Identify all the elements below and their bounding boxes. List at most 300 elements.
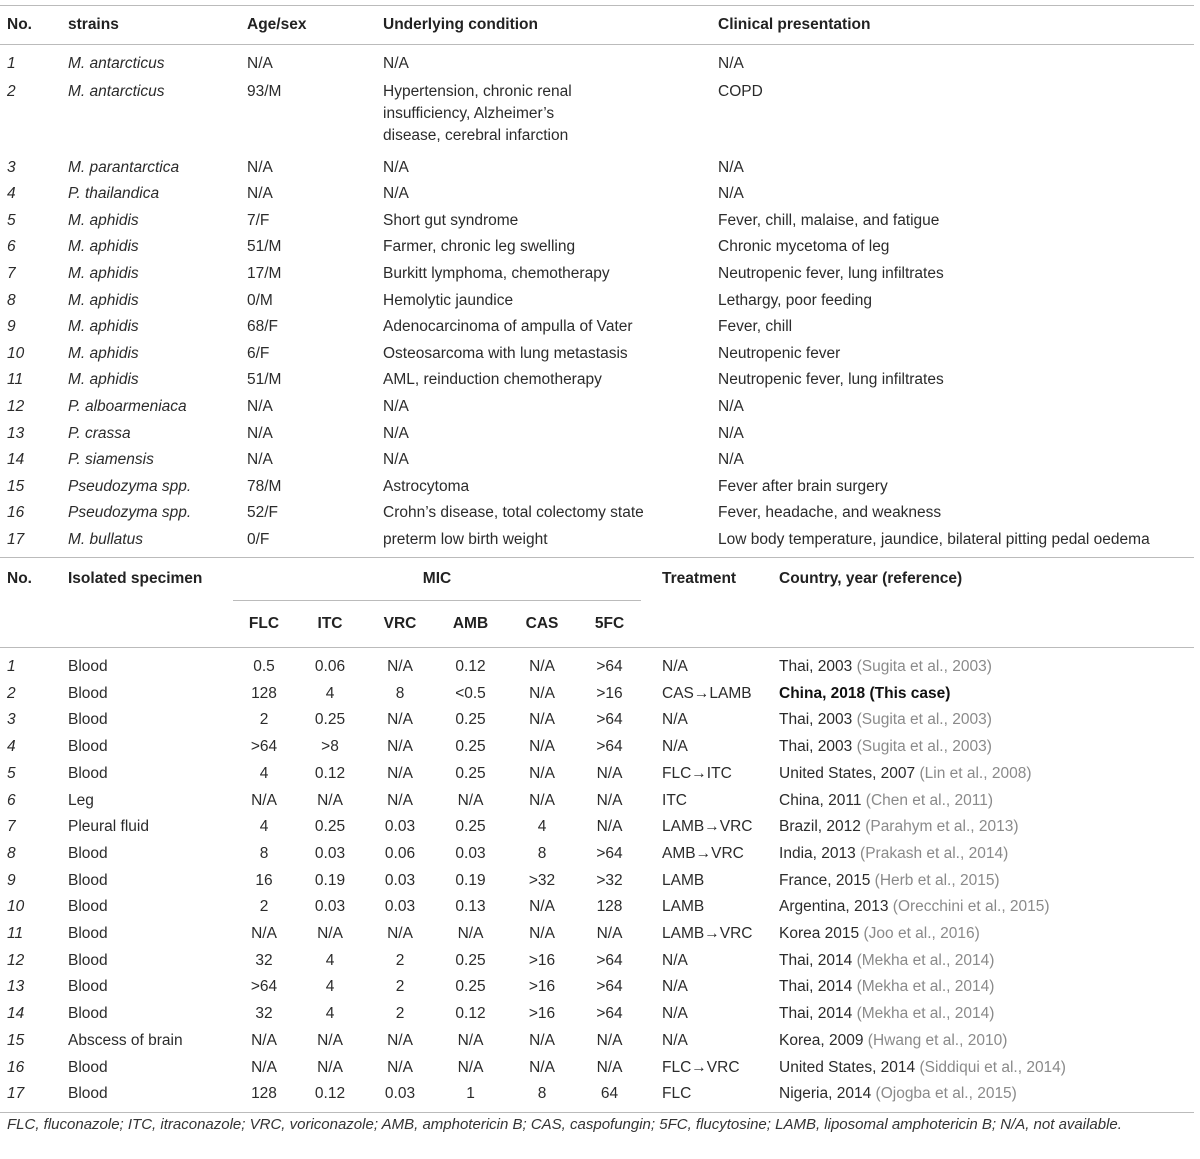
mic-itc: 4 [325,1005,335,1023]
country-year: Thai, 2014 [779,951,853,969]
strain-cell [61,155,240,182]
mic-cas: >16 [528,1005,556,1023]
mic-vrc: 0.03 [384,871,416,889]
country-year-reference [772,1001,1194,1028]
table-row [0,45,1194,78]
table-row [0,234,1194,261]
treatment: ITC [662,791,687,809]
treatment: N/A [662,711,688,729]
reference-citation: (Parahym et al., 2013) [865,818,1019,836]
mic-5fc: N/A [596,1058,623,1076]
clinical-presentation: Chronic mycetoma of leg [718,238,890,256]
strain: P. siamensis [68,451,154,469]
table-row [0,474,1194,501]
clinical-presentation-cell [711,45,1194,78]
strain: Pseudozyma spp. [68,504,192,522]
mic-cas: >16 [528,978,556,996]
mic-5fc: N/A [596,1031,623,1049]
mic-5fc: >64 [596,738,623,756]
age-sex: 0/F [247,530,270,548]
country-year-reference [772,868,1194,895]
table-row [0,707,1194,734]
reference-citation: (Mekha et al., 2014) [856,978,995,996]
age-sex-cell [240,527,376,554]
row-number: 12 [7,951,25,969]
mic-cas: N/A [529,925,555,943]
underlying-condition: N/A [383,185,409,203]
row-number-cell [0,527,61,554]
header-no: No. [0,6,61,45]
row-number: 5 [7,211,16,229]
row-number-cell [0,500,61,527]
underlying-condition: AML, reinduction chemotherapy [383,371,602,389]
strain-cell [61,261,240,288]
country-year-reference [772,707,1194,734]
treatment: N/A [662,738,688,756]
mic-flc: 8 [259,844,269,862]
underlying-condition: Burkitt lymphoma, chemotherapy [383,264,610,282]
treatment: N/A [662,658,688,675]
row-number: 8 [7,291,16,309]
strain-cell [61,527,240,554]
mic-flc: 16 [255,871,273,889]
age-sex: N/A [247,424,273,442]
mic-5fc: 64 [600,1085,619,1103]
isolated-specimen: Blood [68,871,108,889]
clinical-presentation-cell [711,78,1194,155]
underlying-condition-cell [376,155,711,182]
clinical-presentation: N/A [718,185,744,203]
underlying-condition-cell [376,474,711,501]
mic-flc: >64 [250,738,278,756]
mic-5fc: >64 [596,711,623,729]
clinical-presentation-cell [711,394,1194,421]
clinical-presentation-cell [711,447,1194,474]
strain-cell [61,500,240,527]
treatment: N/A [662,951,688,969]
mic-cas: N/A [529,791,555,809]
table-row [0,314,1194,341]
underlying-condition-cell [376,314,711,341]
header-flc: FLC [233,601,295,648]
row-number: 16 [7,1058,25,1076]
age-sex-cell [240,314,376,341]
mic-cas: N/A [529,1058,555,1076]
row-number-cell [0,234,61,261]
table-row [0,155,1194,182]
reference-citation: (Orecchini et al., 2015) [892,898,1050,916]
underlying-condition: N/A [383,451,409,469]
clinical-presentation-cell [711,181,1194,208]
row-number: 1 [7,55,16,72]
country-year-reference [772,974,1194,1001]
clinical-presentation-cell [711,500,1194,527]
strain: P. crassa [68,424,131,442]
row-number: 15 [7,1031,25,1049]
mic-amb: N/A [457,791,484,809]
header-treatment: Treatment [662,570,737,588]
country-year-reference [772,1081,1194,1112]
table-row [0,814,1194,841]
strain: M. aphidis [68,318,139,336]
age-sex: N/A [247,185,273,203]
row-number: 4 [7,185,16,203]
mic-flc: 2 [259,711,269,729]
header-country-year: Country, year (reference) [779,570,963,588]
header-mic: MIC [233,558,641,601]
mic-itc: 0.03 [314,898,346,916]
age-sex-cell [240,474,376,501]
underlying-condition-cell [376,208,711,235]
mic-amb: 0.19 [455,871,486,889]
mic-vrc: N/A [387,791,413,809]
clinical-presentation: N/A [718,158,744,176]
table-footnote: FLC, fluconazole; ITC, itraconazole; VRC, voriconazole; AMB, amphotericin B; CAS, caspofungin; 5FC, flucytosine; LAMB, liposomal amphotericin B; N/A, not available. [7,1116,1122,1133]
row-number-cell [0,261,61,288]
mic-cas: N/A [529,658,555,675]
table-row [0,1055,1194,1082]
mic-flc: 128 [251,684,277,702]
strain: M. aphidis [68,264,139,282]
mic-vrc: 0.06 [384,844,416,862]
clinical-presentation: Fever, headache, and weakness [718,504,942,522]
age-sex-cell [240,155,376,182]
row-number: 7 [7,818,16,836]
header-no: No. [7,570,32,588]
mic-vrc: N/A [387,925,413,943]
row-number: 12 [7,397,25,415]
country-year: India, 2013 [779,844,856,862]
country-year: Nigeria, 2014 [779,1085,872,1103]
country-year: Brazil, 2012 [779,818,861,836]
country-year-reference [772,788,1194,815]
table-row [0,1081,1194,1112]
strain: M. aphidis [68,291,139,309]
row-number-cell [0,447,61,474]
strain-cell [61,78,240,155]
isolated-specimen: Blood [68,1005,108,1023]
isolated-specimen: Blood [68,925,108,943]
patient-table [0,5,1194,554]
row-number: 17 [7,1085,25,1103]
header-clinical-presentation: Clinical presentation [711,6,1194,45]
row-number: 13 [7,978,25,996]
underlying-condition-cell [376,78,711,155]
strain-cell [61,181,240,208]
age-sex-cell [240,421,376,448]
clinical-presentation: Fever, chill [718,318,793,336]
row-number: 13 [7,424,25,442]
table-row [0,181,1194,208]
row-number: 6 [7,791,16,809]
table-row [0,1028,1194,1055]
row-number: 2 [7,684,16,702]
age-sex: 78/M [247,477,282,495]
underlying-condition: N/A [383,158,409,176]
mic-amb: 0.25 [455,951,486,969]
mic-amb: N/A [457,1058,484,1076]
treatment: LAMB [662,871,705,889]
isolated-specimen: Blood [68,898,108,916]
strain-cell [61,45,240,78]
age-sex-cell [240,234,376,261]
table-row [0,1001,1194,1028]
strain-cell [61,341,240,368]
mic-itc: 0.12 [314,1085,346,1103]
strain: M. antarcticus [68,82,165,100]
strain-cell [61,288,240,315]
country-year: Thai, 2003 [779,711,853,729]
isolated-specimen: Blood [68,711,108,729]
header-itc: ITC [295,601,365,648]
table-row [0,761,1194,788]
mic-amb: 0.25 [455,978,486,996]
mic-vrc: 0.03 [384,818,416,836]
strain: M. antarcticus [68,55,165,72]
table-row [0,974,1194,1001]
mic-5fc: >64 [596,951,623,969]
mic-flc: N/A [251,1031,277,1049]
mic-itc: 0.06 [314,658,346,675]
mic-5fc: >64 [596,658,623,675]
country-year: Thai, 2014 [779,978,853,996]
strain: M. bullatus [68,530,143,548]
mic-cas: N/A [529,684,555,702]
header-age-sex: Age/sex [240,6,376,45]
reference-citation: (Mekha et al., 2014) [856,951,995,969]
mic-amb: 0.25 [455,764,486,782]
mic-5fc: N/A [596,791,623,809]
clinical-presentation-cell [711,288,1194,315]
row-number-cell [0,367,61,394]
row-number: 4 [7,738,16,756]
strain: M. aphidis [68,371,139,389]
underlying-condition-cell [376,367,711,394]
mic-amb: 0.03 [455,844,486,862]
strain-cell [61,234,240,261]
mic-flc: N/A [251,1058,277,1076]
underlying-condition-cell [376,527,711,554]
row-number-cell [0,208,61,235]
country-year-reference [772,1055,1194,1082]
mic-vrc: N/A [387,1058,413,1076]
table-row [0,447,1194,474]
table-row [0,648,1194,681]
table-row [0,288,1194,315]
header-underlying-condition: Underlying condition [376,6,711,45]
country-year: Thai, 2003 [779,738,853,756]
mic-itc: 0.25 [314,818,346,836]
header-strains: strains [61,6,240,45]
mic-vrc: 0.03 [384,1085,416,1103]
country-year: Korea, 2009 [779,1031,864,1049]
mic-cas: N/A [529,711,555,729]
row-number: 8 [7,844,16,862]
age-sex-cell [240,78,376,155]
underlying-condition-cell [376,447,711,474]
underlying-condition: N/A [383,424,409,442]
mic-amb: 0.25 [455,738,486,756]
mic-amb: N/A [457,1031,484,1049]
mic-itc: 0.12 [314,764,346,782]
table-row [0,367,1194,394]
row-number: 16 [7,504,25,522]
isolated-specimen: Abscess of brain [68,1031,183,1049]
country-year-reference [772,681,1194,708]
header-vrc: VRC [365,601,435,648]
strain: M. aphidis [68,211,139,229]
mic-cas: >32 [528,871,556,889]
reference-citation: (Joo et al., 2016) [863,925,980,943]
isolated-specimen: Blood [68,764,108,782]
country-year: China, 2011 [779,791,862,809]
clinical-presentation-cell [711,261,1194,288]
row-number: 11 [7,925,24,943]
country-year: United States, 2007 [779,764,916,782]
age-sex-cell [240,45,376,78]
mic-itc: 4 [325,951,335,969]
reference-citation: (Lin et al., 2008) [919,764,1032,782]
age-sex: 7/F [247,211,270,229]
age-sex: N/A [247,158,273,176]
table-row [0,341,1194,368]
row-number: 7 [7,264,16,282]
age-sex: N/A [247,397,273,415]
strain-cell [61,208,240,235]
mic-itc: 4 [325,684,335,702]
clinical-presentation-cell [711,367,1194,394]
underlying-condition: Hypertension, chronic renal insufficiency, Alzheimer’s disease, cerebral infarction [383,82,572,144]
country-year-reference [772,648,1194,681]
mic-cas: N/A [529,898,555,916]
treatment: N/A [662,978,688,996]
mic-vrc: 8 [395,684,405,702]
mic-cas: N/A [529,738,555,756]
row-number: 3 [7,711,16,729]
mic-cas: 8 [537,1085,547,1103]
strain: M. aphidis [68,238,139,256]
isolate-table [0,557,1194,1113]
underlying-condition: preterm low birth weight [383,530,548,548]
mic-flc: 2 [259,898,269,916]
country-year: China, 2018 (This case) [779,684,951,702]
clinical-presentation: Low body temperature, jaundice, bilateral pitting pedal oedema [718,530,1150,548]
mic-5fc: >16 [596,684,623,702]
treatment: FLC→VRC [662,1058,740,1076]
underlying-condition: N/A [383,55,409,72]
strain: Pseudozyma spp. [68,477,192,495]
underlying-condition-cell [376,421,711,448]
mic-flc: 32 [255,1005,273,1023]
reference-citation: (Mekha et al., 2014) [856,1005,995,1023]
country-year: Argentina, 2013 [779,898,889,916]
clinical-presentation: N/A [718,451,744,469]
treatment: LAMB [662,898,705,916]
underlying-condition-cell [376,261,711,288]
age-sex-cell [240,341,376,368]
mic-amb: <0.5 [455,684,486,702]
age-sex: 17/M [247,264,282,282]
mic-flc: N/A [251,925,277,943]
treatment: FLC→ITC [662,764,732,782]
treatment: N/A [662,1005,688,1023]
mic-itc: >8 [321,738,339,756]
country-year-reference [772,894,1194,921]
mic-vrc: N/A [387,764,413,782]
age-sex: N/A [247,451,273,469]
age-sex-cell [240,500,376,527]
age-sex: N/A [247,55,273,72]
age-sex: 51/M [247,371,282,389]
mic-vrc: N/A [387,658,413,675]
header-cas: CAS [506,601,578,648]
underlying-condition: Osteosarcoma with lung metastasis [383,344,628,362]
strain-cell [61,314,240,341]
row-number: 10 [7,344,25,362]
strain-cell [61,367,240,394]
header-amb: AMB [435,601,506,648]
reference-citation: (Ojogba et al., 2015) [875,1085,1017,1103]
row-number-cell [0,155,61,182]
age-sex-cell [240,394,376,421]
underlying-condition-cell [376,181,711,208]
reference-citation: (Siddiqui et al., 2014) [919,1058,1066,1076]
isolated-specimen: Blood [68,1058,108,1076]
mic-vrc: N/A [387,1031,413,1049]
isolate-table-header [0,558,1194,601]
strain: P. alboarmeniaca [68,397,187,415]
mic-5fc: >64 [596,1005,623,1023]
mic-vrc: N/A [387,738,413,756]
country-year-reference [772,841,1194,868]
row-number-cell [0,314,61,341]
mic-amb: 1 [466,1085,475,1103]
age-sex: 52/F [247,504,279,522]
underlying-condition-cell [376,234,711,261]
country-year-reference [772,734,1194,761]
clinical-presentation: N/A [718,55,744,72]
country-year-reference [772,948,1194,975]
clinical-presentation-cell [711,314,1194,341]
table-row [0,78,1194,155]
mic-itc: N/A [317,1031,343,1049]
table-row [0,500,1194,527]
row-number: 9 [7,871,16,889]
underlying-condition: Farmer, chronic leg swelling [383,238,576,256]
mic-flc: >64 [250,978,278,996]
age-sex: 51/M [247,238,282,256]
reference-citation: (Sugita et al., 2003) [856,658,992,675]
mic-5fc: >64 [596,844,623,862]
country-year: Thai, 2014 [779,1005,853,1023]
mic-cas: >16 [528,951,556,969]
isolated-specimen: Leg [68,791,94,809]
underlying-condition-cell [376,45,711,78]
mic-flc: 32 [255,951,273,969]
reference-citation: (Herb et al., 2015) [874,871,1000,889]
table-row [0,261,1194,288]
strain-cell [61,394,240,421]
mic-itc: 0.25 [314,711,346,729]
clinical-presentation: Neutropenic fever, lung infiltrates [718,371,944,389]
country-year-reference [772,1028,1194,1055]
age-sex: 93/M [247,82,282,100]
mic-flc: 0.5 [253,658,275,675]
treatment: LAMB→VRC [662,818,753,836]
mic-cas: 4 [537,818,547,836]
underlying-condition: Short gut syndrome [383,211,519,229]
row-number: 11 [7,371,24,389]
